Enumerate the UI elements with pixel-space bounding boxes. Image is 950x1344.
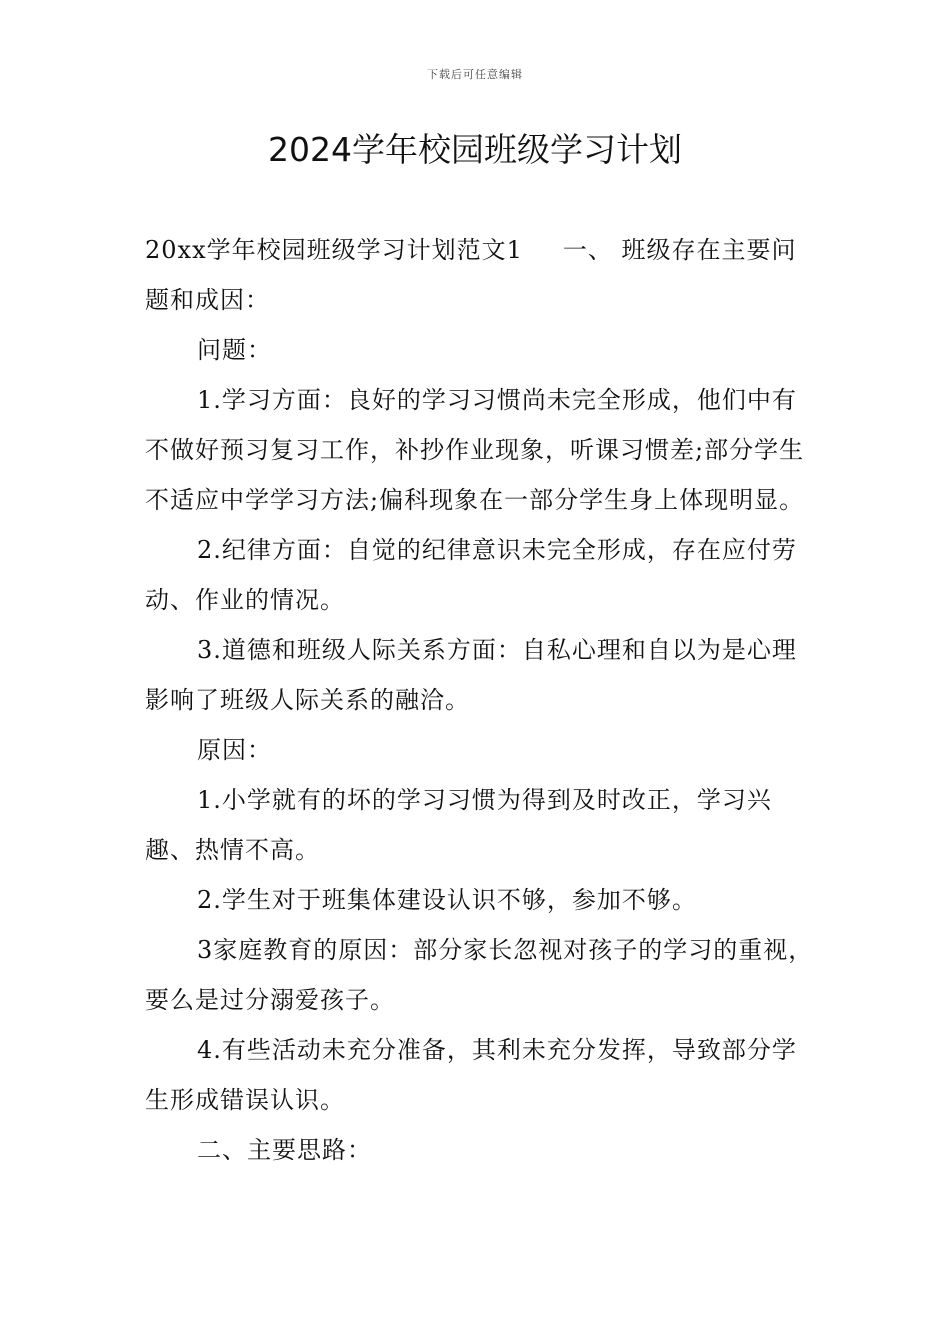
intro-lead: 20xx学年校园班级学习计划范文1 — [145, 236, 523, 264]
section-heading-2: 二、主要思路： — [197, 1136, 372, 1164]
section-heading-1: 一、 班级存在主要问题和成因： — [145, 236, 797, 314]
paragraph-cause-4: 4.有些活动未充分准备，其利未充分发挥，导致部分学生形成错误认识。 — [145, 1036, 797, 1114]
paragraph-cause-3: 3家庭教育的原因：部分家长忽视对孩子的学习的重视，要么是过分溺爱孩子。 — [145, 936, 814, 1014]
paragraph-cause-1: 1.小学就有的坏的学习习惯为得到及时改正，学习兴趣、热情不高。 — [145, 786, 772, 864]
paragraph-problem-2: 2.纪律方面：自觉的纪律意识未完全形成，存在应付劳动、作业的情况。 — [145, 536, 797, 614]
paragraph-problem-1: 1.学习方面：良好的学习习惯尚未完全形成，他们中有不做好预习复习工作，补抄作业现象，听课习惯差;部分学生不适应中学学习方法;偏科现象在一部分学生身上体现明显。 — [145, 386, 805, 514]
page-title: 2024学年校园班级学习计划 — [268, 130, 682, 169]
paragraph-cause-2: 2.学生对于班集体建设认识不够，参加不够。 — [197, 886, 697, 914]
document-body — [145, 225, 815, 1175]
header-note: 下载后可任意编辑 — [427, 68, 523, 81]
paragraph-causes-label: 原因： — [197, 736, 272, 764]
intro-paragraph — [145, 225, 815, 325]
paragraph-problems-label: 问题： — [197, 336, 272, 364]
paragraph-problem-3: 3.道德和班级人际关系方面：自私心理和自以为是心理影响了班级人际关系的融洽。 — [145, 636, 797, 714]
